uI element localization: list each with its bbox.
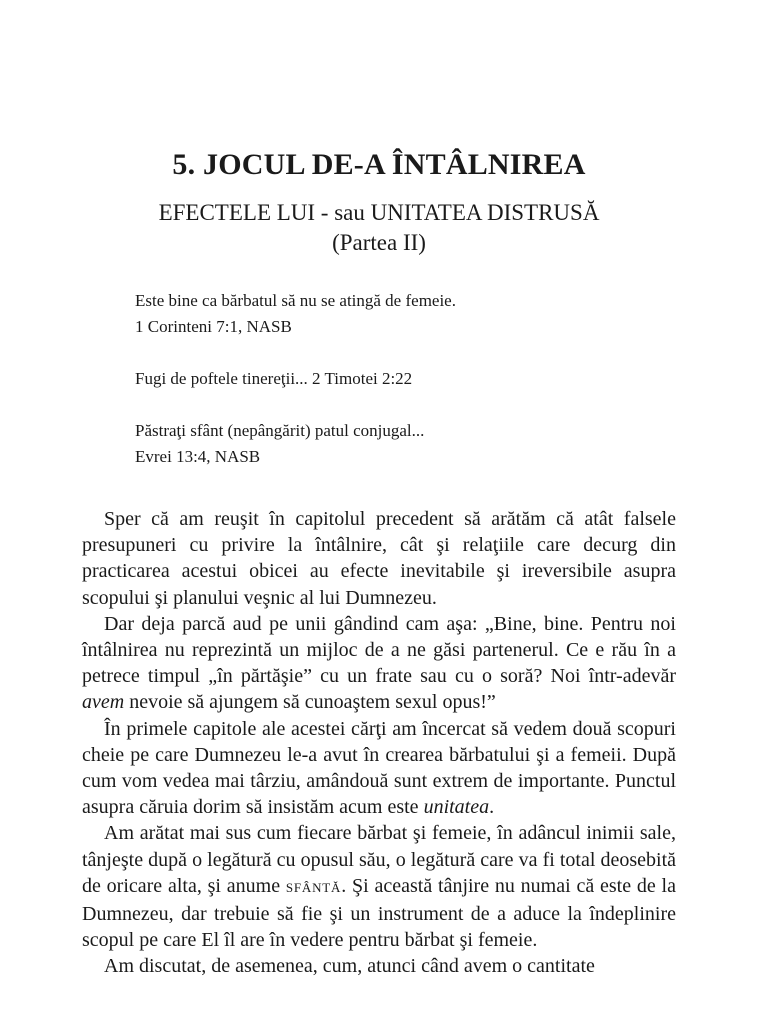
epigraph-1-reference: 1 Corinteni 7:1, NASB: [135, 317, 292, 336]
epigraph-3-reference: Evrei 13:4, NASB: [135, 447, 261, 466]
paragraph-2-text-b: nevoie să ajungem să cunoaştem sexul opus!”: [124, 691, 496, 714]
paragraph-4: [82, 820, 676, 953]
chapter-subtitle: [0, 198, 758, 258]
subtitle-line-2: (Partea II): [332, 230, 426, 255]
chapter-title: 5. JOCUL DE-A ÎNTÂLNIREA: [172, 148, 586, 181]
paragraph-5: Am discutat, de asemenea, cum, atunci când avem o cantitate: [104, 955, 595, 978]
epigraph-1-text: Este bine ca bărbatul să nu se atingă de femeie.: [135, 291, 456, 310]
paragraph-4-text-a: Am arătat mai sus cum fiecare bărbat şi femeie, în adâncul inimii sale, tânjeşte după o legătură cu opusul său, o legătură care va fi total deosebită de oricare alta, şi anume: [82, 822, 676, 897]
body-text: [82, 506, 676, 980]
subtitle-line-1: EFECTELE LUI - sau UNITATEA DISTRUSĂ: [158, 200, 600, 225]
paragraph-3-text-a: În primele capitole ale acestei cărţi am încercat să vedem două scopuri cheie pe care Dumnezeu le-a avut în crearea bărbatului şi a femeii. După cum vom vedea mai târziu, amândouă sunt extrem de importante. Punctul asupra căruia dorim să insistăm acum este: [82, 717, 676, 819]
paragraph-4-text-b: . Şi această tânjire nu numai că este de la Dumnezeu, dar trebuie să fie şi un instrument de a aduce la îndeplinire scopul pe care El îl are în vedere pentru bărbat şi femeie.: [82, 874, 676, 952]
paragraph-1: Sper că am reuşit în capitolul precedent să arătăm că atât falsele presupuneri cu privire la întâlnire, cât şi relaţiile care decurg din practicarea acestui obicei au efecte inevitabile şi ireversibile asupra scopului şi planului veşnic al lui Dumnezeu.: [82, 508, 676, 609]
paragraph-3: [82, 716, 676, 821]
emphasis-unitatea: unitatea: [423, 796, 490, 819]
epigraph-3-text: Păstraţi sfânt (nepângărit) patul conjugal...: [135, 421, 425, 440]
smallcaps-sfanta: SFÂNTĂ: [285, 879, 342, 895]
paragraph-2-text-a: Dar deja parcă aud pe unii gândind cam aşa: „Bine, bine. Pentru noi întâlnirea nu reprezintă un mijloc de a ne găsi partenerul. Ce e rău în a petrece timpul „în părtăşie” cu un frate sau cu o soră? Noi într-adevăr: [82, 612, 676, 688]
paragraph-3-text-b: .: [489, 796, 495, 819]
paragraph-2: [82, 611, 676, 716]
emphasis-avem: avem: [82, 691, 125, 714]
epigraph-block: [135, 288, 655, 470]
epigraph-2-text: Fugi de poftele tinereţii... 2 Timotei 2:22: [135, 369, 413, 388]
